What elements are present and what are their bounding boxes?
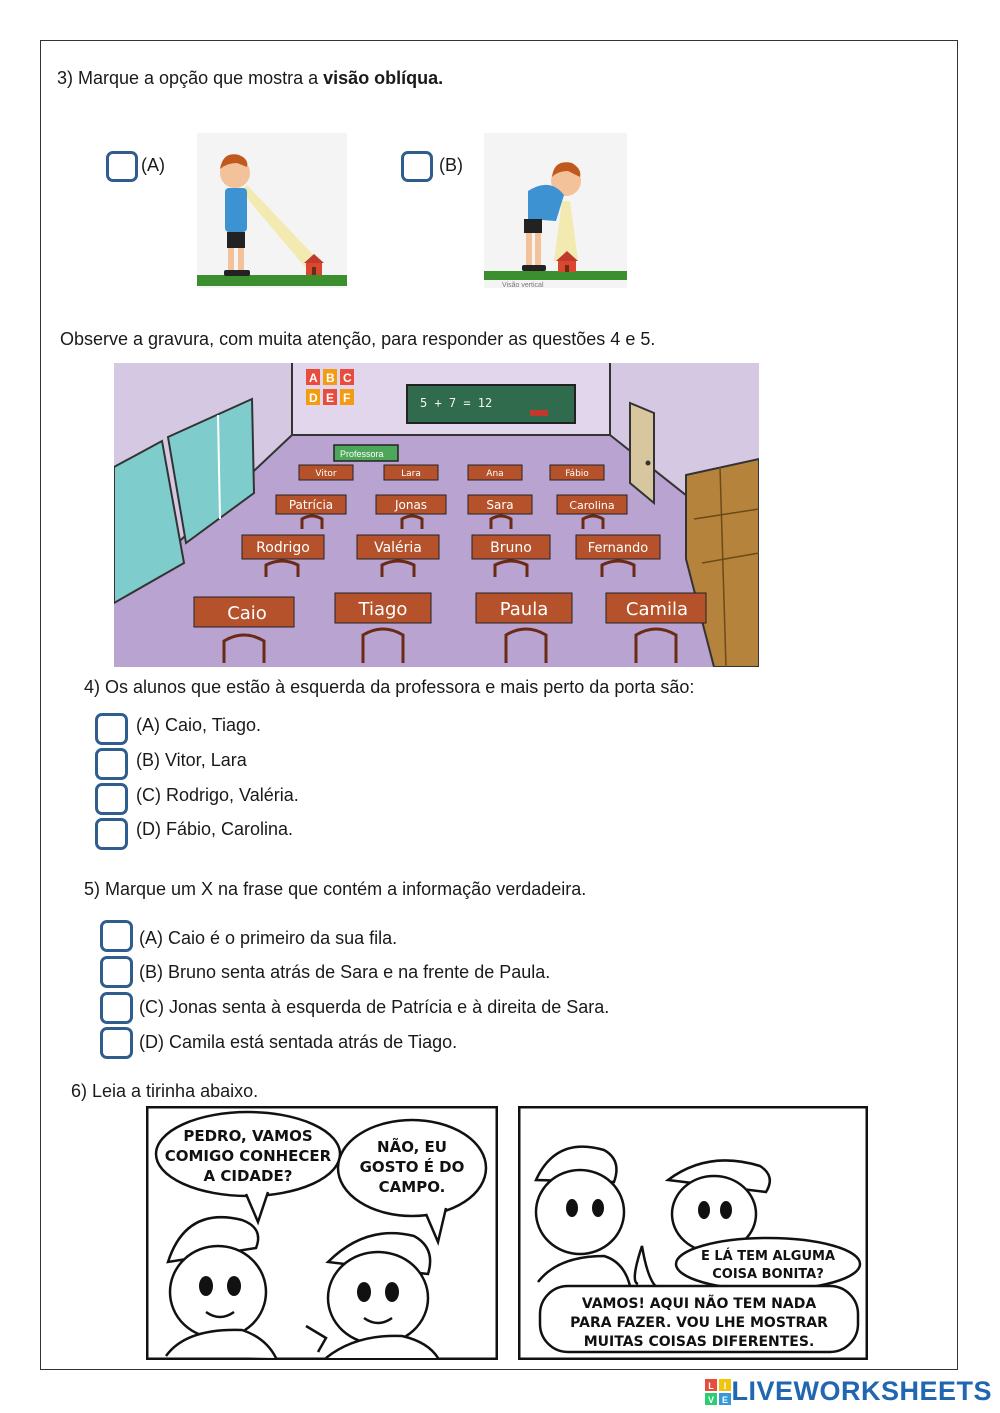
q4-checkbox-a[interactable]	[95, 713, 128, 745]
alphabet-letter: F	[343, 391, 351, 405]
q4-option-a: (A) Caio, Tiago.	[136, 715, 262, 735]
q4-checkbox-d[interactable]	[95, 818, 128, 850]
q3-checkbox-b[interactable]	[401, 151, 433, 182]
logo-letter: L	[708, 1380, 715, 1391]
q4-checkbox-c[interactable]	[95, 783, 128, 815]
oblique-view-image	[197, 133, 347, 288]
q4-checkbox-b[interactable]	[95, 748, 128, 780]
q4-option-c: (C) Rodrigo, Valéria.	[136, 785, 299, 805]
student-label: Valéria	[374, 540, 422, 556]
q5-option-b: (B) Bruno senta atrás de Sara e na frente de Paula.	[139, 962, 551, 982]
q5-checkbox-c[interactable]	[100, 992, 133, 1024]
student-label: Vitor	[315, 469, 337, 479]
q3-option-a-label: (A)	[141, 155, 165, 175]
panel2-bubble1-line: COISA BONITA?	[712, 1267, 824, 1282]
student-label: Fernando	[587, 541, 649, 556]
q5-option-a: (A) Caio é o primeiro da sua fila.	[139, 928, 398, 948]
panel1-bubble1-line: COMIGO CONHECER	[164, 1147, 332, 1165]
logo-letter: E	[722, 1394, 729, 1405]
question-6: 6) Leia a tirinha abaixo.	[71, 1081, 259, 1101]
q5-option-c: (C) Jonas senta à esquerda de Patrícia e à direita de Sara.	[139, 997, 610, 1017]
alphabet-letter: E	[326, 391, 335, 405]
q4-option-b: (B) Vitor, Lara	[136, 750, 247, 770]
comic-panel-1	[146, 1106, 498, 1360]
alphabet-letter: D	[309, 391, 318, 405]
student-label: Sara	[486, 498, 514, 512]
student-label: Carolina	[569, 499, 615, 512]
logo-letter: I	[724, 1380, 727, 1391]
student-label: Fábio	[565, 469, 589, 479]
comic-panel-2	[518, 1106, 868, 1360]
panel2-bubble2-line: VAMOS! AQUI NÃO TEM NADA	[581, 1296, 817, 1312]
q5-option-d: (D) Camila está sentada atrás de Tiago.	[139, 1032, 458, 1052]
panel1-bubble2-line: GOSTO É DO	[359, 1158, 465, 1176]
student-label: Jonas	[394, 498, 428, 512]
alphabet-letter: A	[309, 371, 318, 385]
student-label: Rodrigo	[256, 540, 310, 556]
vertical-view-image	[484, 133, 627, 288]
student-label: Lara	[401, 469, 421, 479]
chalkboard-text: 5 + 7 = 12	[420, 396, 493, 410]
student-label: Paula	[499, 599, 549, 620]
student-label: Tiago	[358, 599, 408, 620]
question-5: 5) Marque um X na frase que contém a informação verdadeira.	[84, 879, 587, 899]
panel1-bubble2-line: CAMPO.	[378, 1178, 446, 1196]
alphabet-letter: B	[326, 371, 335, 385]
question-3-bold: visão oblíqua.	[323, 68, 444, 88]
alphabet-letter: C	[343, 371, 352, 385]
student-label: Camila	[625, 599, 689, 620]
question-3	[57, 68, 443, 89]
classroom-illustration	[114, 363, 759, 667]
student-label: Bruno	[490, 540, 532, 556]
liveworksheets-logo[interactable]	[705, 1376, 992, 1407]
panel1-bubble1-line: A CIDADE?	[203, 1167, 293, 1185]
q5-checkbox-a[interactable]	[100, 920, 133, 952]
teacher-desk-label: Professora	[340, 449, 384, 459]
q3-checkbox-a[interactable]	[106, 151, 138, 182]
panel1-bubble2-line: NÃO, EU	[377, 1138, 447, 1156]
panel2-bubble2-line: MUITAS COISAS DIFERENTES.	[583, 1334, 815, 1350]
q5-checkbox-d[interactable]	[100, 1027, 133, 1059]
vertical-view-caption: Visão vertical	[502, 282, 544, 288]
question-4: 4) Os alunos que estão à esquerda da professora e mais perto da porta são:	[84, 677, 695, 697]
q4-option-d: (D) Fábio, Carolina.	[136, 819, 294, 839]
liveworksheets-logo-text: LIVEWORKSHEETS	[731, 1376, 992, 1406]
panel2-bubble1-line: E LÁ TEM ALGUMA	[700, 1249, 836, 1264]
observe-instruction: Observe a gravura, com muita atenção, para responder as questões 4 e 5.	[60, 329, 656, 349]
q3-option-b-label: (B)	[439, 155, 463, 175]
panel2-bubble2-line: PARA FAZER. VOU LHE MOSTRAR	[570, 1315, 828, 1331]
liveworksheets-logo-icon	[705, 1379, 731, 1405]
q5-checkbox-b[interactable]	[100, 956, 133, 988]
student-label: Caio	[227, 603, 267, 624]
student-label: Patrícia	[288, 498, 334, 512]
question-3-text: 3) Marque a opção que mostra a	[57, 68, 324, 88]
panel1-bubble1-line: PEDRO, VAMOS	[183, 1127, 313, 1145]
logo-letter: V	[708, 1394, 715, 1405]
student-label: Ana	[486, 469, 504, 479]
